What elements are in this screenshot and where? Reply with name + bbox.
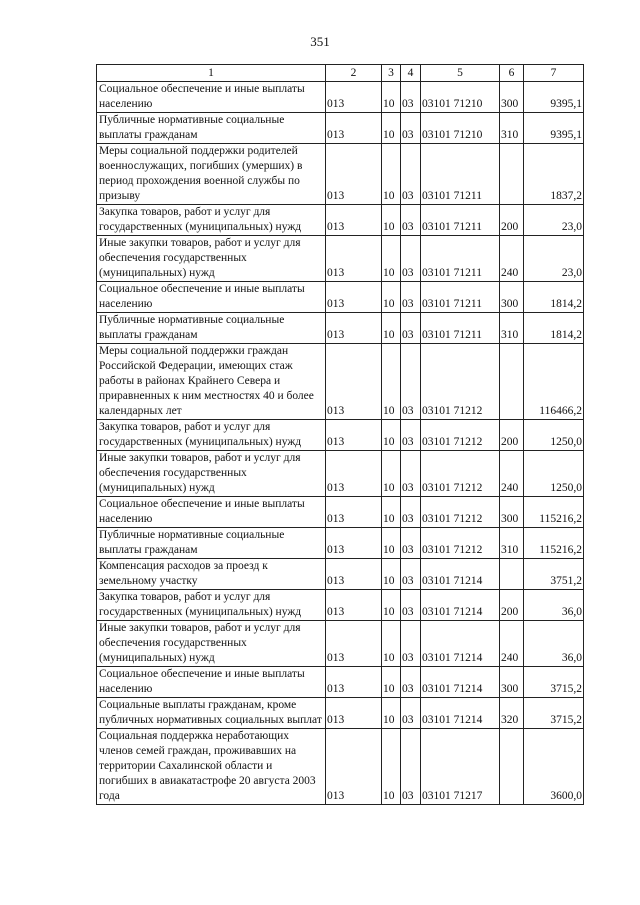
row-amount-cell: 9395,1 <box>524 82 584 113</box>
row-ministry-code-cell: 013 <box>326 451 382 497</box>
table-row <box>97 113 584 144</box>
row-subsection-cell: 03 <box>401 313 421 344</box>
row-amount-cell: 116466,2 <box>524 344 584 420</box>
row-section-cell: 10 <box>382 344 401 420</box>
row-amount-cell: 1814,2 <box>524 282 584 313</box>
row-target-article-cell: 03101 71212 <box>421 528 500 559</box>
row-target-article-cell: 03101 71212 <box>421 497 500 528</box>
row-amount-cell: 115216,2 <box>524 528 584 559</box>
row-section-cell: 10 <box>382 698 401 729</box>
row-subsection-cell: 03 <box>401 420 421 451</box>
row-amount-cell: 115216,2 <box>524 497 584 528</box>
row-section-cell: 10 <box>382 282 401 313</box>
row-expense-type-cell: 300 <box>500 667 524 698</box>
row-subsection-cell: 03 <box>401 282 421 313</box>
row-expense-type-cell: 200 <box>500 590 524 621</box>
header-cell-7: 7 <box>524 65 584 82</box>
table-row <box>97 729 584 805</box>
row-name-cell: Иные закупки товаров, работ и услуг для обеспечения государственных (муниципальных) нужд <box>97 236 326 282</box>
table-row <box>97 313 584 344</box>
row-expense-type-cell: 200 <box>500 420 524 451</box>
row-target-article-cell: 03101 71214 <box>421 590 500 621</box>
row-section-cell: 10 <box>382 559 401 590</box>
row-target-article-cell: 03101 71214 <box>421 621 500 667</box>
table-row <box>97 559 584 590</box>
row-name-cell: Иные закупки товаров, работ и услуг для обеспечения государственных (муниципальных) нужд <box>97 621 326 667</box>
row-subsection-cell: 03 <box>401 205 421 236</box>
row-ministry-code-cell: 013 <box>326 497 382 528</box>
row-section-cell: 10 <box>382 113 401 144</box>
row-expense-type-cell <box>500 559 524 590</box>
row-section-cell: 10 <box>382 528 401 559</box>
row-ministry-code-cell: 013 <box>326 528 382 559</box>
row-expense-type-cell: 200 <box>500 205 524 236</box>
table-row <box>97 420 584 451</box>
row-subsection-cell: 03 <box>401 144 421 205</box>
row-name-cell: Закупка товаров, работ и услуг для государственных (муниципальных) нужд <box>97 205 326 236</box>
table-row <box>97 698 584 729</box>
table-row <box>97 497 584 528</box>
row-ministry-code-cell: 013 <box>326 113 382 144</box>
row-target-article-cell: 03101 71214 <box>421 698 500 729</box>
row-name-cell: Социальное обеспечение и иные выплаты населению <box>97 82 326 113</box>
row-section-cell: 10 <box>382 590 401 621</box>
row-target-article-cell: 03101 71211 <box>421 282 500 313</box>
row-amount-cell: 23,0 <box>524 205 584 236</box>
row-ministry-code-cell: 013 <box>326 313 382 344</box>
row-name-cell: Публичные нормативные социальные выплаты гражданам <box>97 528 326 559</box>
table-row <box>97 667 584 698</box>
row-section-cell: 10 <box>382 420 401 451</box>
row-expense-type-cell: 240 <box>500 621 524 667</box>
row-expense-type-cell: 320 <box>500 698 524 729</box>
row-expense-type-cell: 300 <box>500 282 524 313</box>
row-amount-cell: 3600,0 <box>524 729 584 805</box>
row-expense-type-cell: 310 <box>500 113 524 144</box>
row-name-cell: Публичные нормативные социальные выплаты гражданам <box>97 313 326 344</box>
row-section-cell: 10 <box>382 82 401 113</box>
row-target-article-cell: 03101 71212 <box>421 451 500 497</box>
row-ministry-code-cell: 013 <box>326 420 382 451</box>
table-row <box>97 144 584 205</box>
row-section-cell: 10 <box>382 313 401 344</box>
row-target-article-cell: 03101 71211 <box>421 236 500 282</box>
row-ministry-code-cell: 013 <box>326 344 382 420</box>
row-section-cell: 10 <box>382 236 401 282</box>
row-amount-cell: 36,0 <box>524 621 584 667</box>
row-name-cell: Социальные выплаты гражданам, кроме публичных нормативных социальных выплат <box>97 698 326 729</box>
row-amount-cell: 1814,2 <box>524 313 584 344</box>
header-cell-3: 3 <box>382 65 401 82</box>
row-subsection-cell: 03 <box>401 559 421 590</box>
row-subsection-cell: 03 <box>401 729 421 805</box>
row-target-article-cell: 03101 71217 <box>421 729 500 805</box>
header-cell-4: 4 <box>401 65 421 82</box>
row-name-cell: Социальная поддержка неработающих членов семей граждан, проживавших на территории Сахалинской области и погибших в авиакатастрофе 20 августа 2003 года <box>97 729 326 805</box>
row-target-article-cell: 03101 71212 <box>421 420 500 451</box>
table-row <box>97 451 584 497</box>
table-header <box>97 65 584 82</box>
row-section-cell: 10 <box>382 144 401 205</box>
row-target-article-cell: 03101 71212 <box>421 344 500 420</box>
row-subsection-cell: 03 <box>401 590 421 621</box>
table-row <box>97 621 584 667</box>
row-amount-cell: 9395,1 <box>524 113 584 144</box>
row-section-cell: 10 <box>382 205 401 236</box>
row-ministry-code-cell: 013 <box>326 205 382 236</box>
row-subsection-cell: 03 <box>401 667 421 698</box>
row-target-article-cell: 03101 71210 <box>421 113 500 144</box>
header-cell-6: 6 <box>500 65 524 82</box>
row-ministry-code-cell: 013 <box>326 621 382 667</box>
row-ministry-code-cell: 013 <box>326 144 382 205</box>
row-subsection-cell: 03 <box>401 451 421 497</box>
row-ministry-code-cell: 013 <box>326 236 382 282</box>
row-amount-cell: 36,0 <box>524 590 584 621</box>
row-amount-cell: 23,0 <box>524 236 584 282</box>
row-subsection-cell: 03 <box>401 236 421 282</box>
header-row <box>97 65 584 82</box>
row-target-article-cell: 03101 71211 <box>421 313 500 344</box>
row-name-cell: Компенсация расходов за проезд к земельному участку <box>97 559 326 590</box>
row-subsection-cell: 03 <box>401 344 421 420</box>
row-ministry-code-cell: 013 <box>326 82 382 113</box>
row-section-cell: 10 <box>382 729 401 805</box>
table-row <box>97 528 584 559</box>
row-subsection-cell: 03 <box>401 621 421 667</box>
row-target-article-cell: 03101 71210 <box>421 82 500 113</box>
row-ministry-code-cell: 013 <box>326 559 382 590</box>
row-expense-type-cell: 310 <box>500 528 524 559</box>
row-name-cell: Меры социальной поддержки родителей военнослужащих, погибших (умерших) в период прохождения военной службы по призыву <box>97 144 326 205</box>
row-target-article-cell: 03101 71211 <box>421 144 500 205</box>
row-ministry-code-cell: 013 <box>326 698 382 729</box>
table-row <box>97 590 584 621</box>
row-section-cell: 10 <box>382 667 401 698</box>
table-row <box>97 282 584 313</box>
row-name-cell: Закупка товаров, работ и услуг для государственных (муниципальных) нужд <box>97 420 326 451</box>
row-expense-type-cell: 240 <box>500 451 524 497</box>
row-section-cell: 10 <box>382 621 401 667</box>
row-subsection-cell: 03 <box>401 113 421 144</box>
table-row <box>97 82 584 113</box>
row-name-cell: Социальное обеспечение и иные выплаты населению <box>97 667 326 698</box>
row-amount-cell: 1250,0 <box>524 451 584 497</box>
row-subsection-cell: 03 <box>401 82 421 113</box>
row-target-article-cell: 03101 71211 <box>421 205 500 236</box>
row-ministry-code-cell: 013 <box>326 729 382 805</box>
header-cell-5: 5 <box>421 65 500 82</box>
table-row <box>97 344 584 420</box>
row-ministry-code-cell: 013 <box>326 667 382 698</box>
header-cell-2: 2 <box>326 65 382 82</box>
row-name-cell: Социальное обеспечение и иные выплаты населению <box>97 497 326 528</box>
table-body <box>97 82 584 805</box>
row-amount-cell: 3715,2 <box>524 667 584 698</box>
row-name-cell: Публичные нормативные социальные выплаты гражданам <box>97 113 326 144</box>
row-expense-type-cell <box>500 344 524 420</box>
row-expense-type-cell <box>500 144 524 205</box>
row-section-cell: 10 <box>382 497 401 528</box>
table-row <box>97 236 584 282</box>
row-subsection-cell: 03 <box>401 497 421 528</box>
row-ministry-code-cell: 013 <box>326 282 382 313</box>
row-name-cell: Меры социальной поддержки граждан Российской Федерации, имеющих стаж работы в районах Крайнего Севера и приравненных к ним местностях 40 и более календарных лет <box>97 344 326 420</box>
row-expense-type-cell: 300 <box>500 497 524 528</box>
row-amount-cell: 1250,0 <box>524 420 584 451</box>
row-name-cell: Иные закупки товаров, работ и услуг для обеспечения государственных (муниципальных) нужд <box>97 451 326 497</box>
row-amount-cell: 3715,2 <box>524 698 584 729</box>
row-expense-type-cell: 240 <box>500 236 524 282</box>
row-expense-type-cell: 310 <box>500 313 524 344</box>
header-cell-1: 1 <box>97 65 326 82</box>
row-subsection-cell: 03 <box>401 528 421 559</box>
page-number: 351 <box>310 34 330 49</box>
budget-table <box>96 64 584 805</box>
row-expense-type-cell <box>500 729 524 805</box>
row-name-cell: Социальное обеспечение и иные выплаты населению <box>97 282 326 313</box>
row-target-article-cell: 03101 71214 <box>421 559 500 590</box>
row-amount-cell: 3751,2 <box>524 559 584 590</box>
table-row <box>97 205 584 236</box>
row-name-cell: Закупка товаров, работ и услуг для государственных (муниципальных) нужд <box>97 590 326 621</box>
row-ministry-code-cell: 013 <box>326 590 382 621</box>
row-amount-cell: 1837,2 <box>524 144 584 205</box>
row-subsection-cell: 03 <box>401 698 421 729</box>
row-expense-type-cell: 300 <box>500 82 524 113</box>
row-section-cell: 10 <box>382 451 401 497</box>
row-target-article-cell: 03101 71214 <box>421 667 500 698</box>
